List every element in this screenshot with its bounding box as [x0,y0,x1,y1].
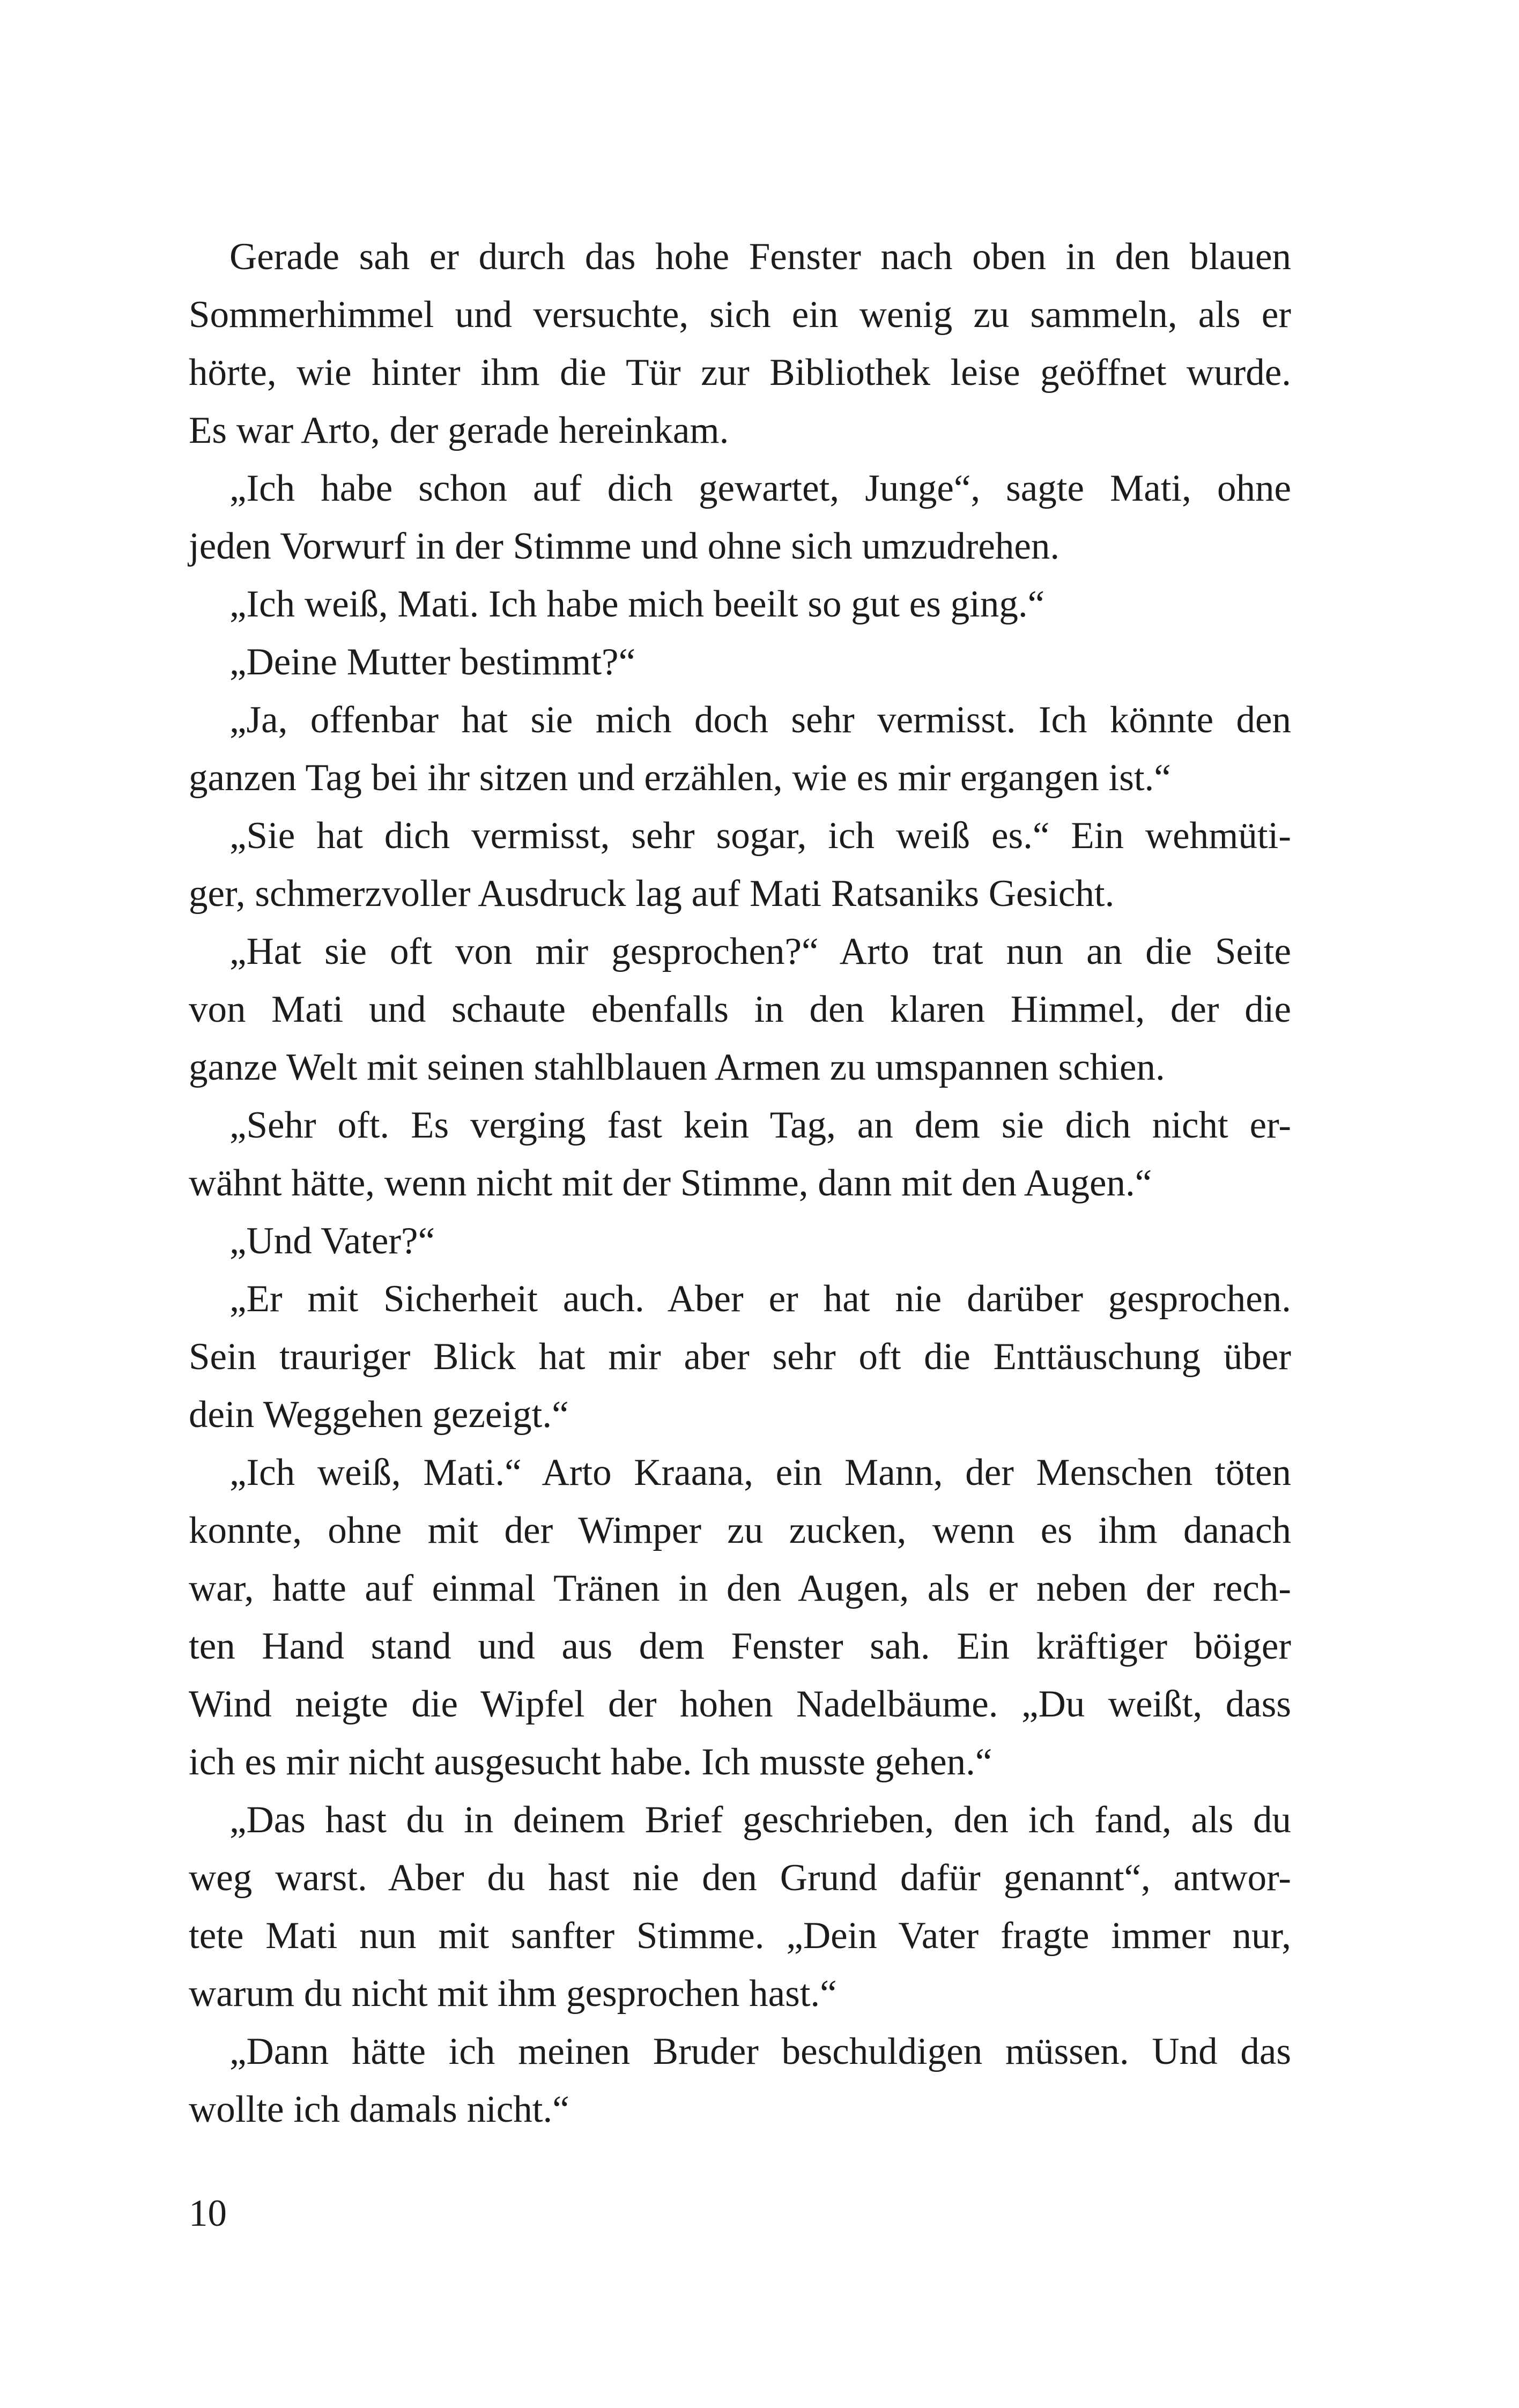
text-line: „Dann hätte ich meinen Bruder beschuldigen müssen. Und das [229,2031,1291,2072]
text-line: Sommerhimmel und versuchte, sich ein wenig zu sammeln, als er [189,294,1291,336]
text-line: Wind neigte die Wipfel der hohen Nadelbäume. „Du weißt, dass [189,1683,1291,1725]
text-line: „Sie hat dich vermisst, sehr sogar, ich weiß es.“ Ein wehmüti- [229,815,1291,857]
text-line: ich es mir nicht ausgesucht habe. Ich musste gehen.“ [189,1741,992,1783]
text-line: ganze Welt mit seinen stahlblauen Armen zu umspannen schien. [189,1046,1165,1088]
text-line: weg warst. Aber du hast nie den Grund dafür genannt“, antwor- [189,1857,1291,1899]
text-line: Es war Arto, der gerade hereinkam. [189,410,729,451]
text-line: „Ja, offenbar hat sie mich doch sehr vermisst. Ich könnte den [229,699,1291,741]
text-line: „Sehr oft. Es verging fast kein Tag, an dem sie dich nicht er- [229,1104,1291,1146]
text-line: Sein trauriger Blick hat mir aber sehr oft die Enttäuschung über [189,1336,1291,1378]
text-line: ger, schmerzvoller Ausdruck lag auf Mati Ratsaniks Gesicht. [189,873,1115,915]
text-line: jeden Vorwurf in der Stimme und ohne sich umzudrehen. [189,525,1060,567]
text-line: „Deine Mutter bestimmt?“ [229,641,636,683]
text-line: dein Weggehen gezeigt.“ [189,1394,569,1436]
text-line: „Hat sie oft von mir gesprochen?“ Arto trat nun an die Seite [229,931,1291,972]
text-line: warum du nicht mit ihm gesprochen hast.“ [189,1973,837,2015]
text-line: „Und Vater?“ [229,1220,435,1262]
text-line: „Ich habe schon auf dich gewartet, Junge“, sagte Mati, ohne [229,467,1291,509]
text-line: „Ich weiß, Mati.“ Arto Kraana, ein Mann, der Menschen töten [229,1452,1291,1493]
text-line: ten Hand stand und aus dem Fenster sah. Ein kräftiger böiger [189,1625,1291,1667]
text-line: von Mati und schaute ebenfalls in den klaren Himmel, der die [189,989,1291,1030]
text-line: „Ich weiß, Mati. Ich habe mich beeilt so gut es ging.“ [229,583,1045,625]
text-line: war, hatte auf einmal Tränen in den Augen, als er neben der rech- [189,1567,1291,1609]
text-line: „Er mit Sicherheit auch. Aber er hat nie darüber gesprochen. [229,1278,1291,1320]
text-line: wähnt hätte, wenn nicht mit der Stimme, dann mit den Augen.“ [189,1162,1152,1204]
text-line: „Das hast du in deinem Brief geschrieben, den ich fand, als du [229,1799,1291,1841]
text-line: ganzen Tag bei ihr sitzen und erzählen, wie es mir ergangen ist.“ [189,757,1171,799]
text-line: hörte, wie hinter ihm die Tür zur Bibliothek leise geöffnet wurde. [189,352,1291,393]
text-line: wollte ich damals nicht.“ [189,2089,569,2130]
text-line: tete Mati nun mit sanfter Stimme. „Dein Vater fragte immer nur, [189,1915,1291,1957]
text-line: konnte, ohne mit der Wimper zu zucken, wenn es ihm danach [189,1510,1291,1551]
body-text [189,228,1291,2138]
page-number: 10 [189,2193,227,2234]
text-line: Gerade sah er durch das hohe Fenster nach oben in den blauen [229,236,1291,278]
